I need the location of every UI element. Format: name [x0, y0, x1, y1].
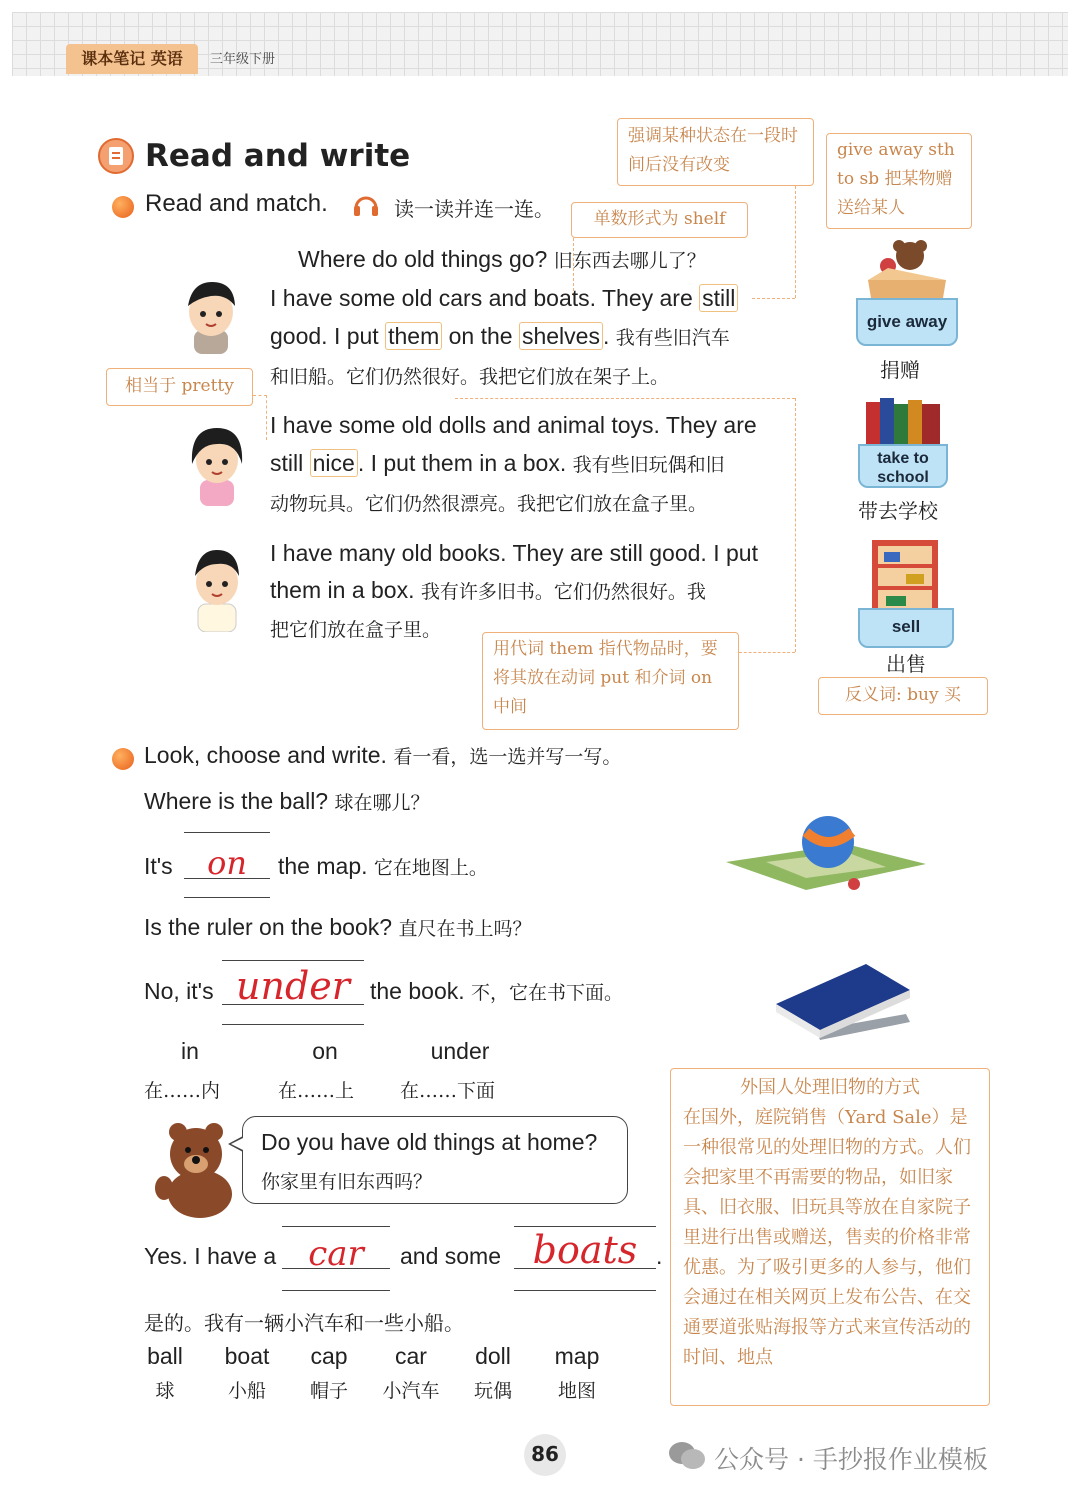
p1-text-c: on the: [442, 323, 519, 349]
books-picture: [858, 398, 952, 490]
section-icon: [98, 138, 134, 174]
task2-instruction-zh: 看一看，选一选并写一写。: [393, 746, 622, 768]
word-map-en: map: [554, 1343, 600, 1369]
book-tag: 课本笔记 英语: [66, 44, 198, 74]
q2-line-top: [222, 960, 364, 961]
word-car: [372, 1343, 450, 1403]
connector: [795, 186, 796, 298]
p3-zh2: 把它们放在盒子里。: [270, 619, 442, 641]
word-cap: [290, 1343, 368, 1403]
blank1-line-bottom: [282, 1268, 390, 1269]
note-shelves-text: 单数形式为 shelf: [593, 209, 726, 229]
p2-zh1: 我有些旧玩偶和旧: [572, 454, 725, 476]
give-away-label: give away: [856, 298, 958, 346]
q2-answer-post: [370, 978, 623, 1005]
q2-answer-pre: No, it's: [144, 978, 214, 1004]
q1-answer[interactable]: on: [207, 844, 247, 882]
connector: [266, 395, 267, 440]
q1-answer-post-en: the map.: [278, 853, 368, 879]
word-doll-zh: 玩偶: [473, 1380, 512, 1402]
connector: [795, 398, 796, 652]
choice-in: [150, 1038, 230, 1065]
q1-line-bottom: [184, 878, 270, 879]
p3-line2: [270, 577, 706, 604]
word-car-en: car: [395, 1343, 427, 1369]
headphones-icon: [352, 192, 380, 218]
q2-question-zh: 直尺在书上吗？: [398, 918, 532, 940]
word-them: them: [385, 322, 442, 350]
toy-box-picture: [858, 236, 956, 348]
dialog-answer2[interactable]: boats: [532, 1228, 638, 1272]
task1-instruction: Read and match.: [145, 190, 328, 217]
ruler-under-book-picture: [776, 960, 916, 1044]
note-still-text: 强调某种状态在一段时间后没有改变: [628, 126, 798, 175]
q2-line-bottom: [222, 1004, 364, 1005]
dialog-answer1[interactable]: car: [308, 1234, 364, 1274]
word-cap-en: cap: [310, 1343, 348, 1369]
section-title: Read and write: [145, 138, 411, 174]
connector: [739, 652, 795, 653]
speech-en: Do you have old things at home?: [261, 1129, 598, 1155]
q1-question-zh: 球在哪儿？: [334, 792, 430, 814]
word-doll: [454, 1343, 532, 1403]
q1-answer-zh: 它在地图上。: [373, 857, 488, 879]
connector: [752, 298, 795, 299]
p1-text-a: I have some old cars and boats. They are: [270, 285, 700, 311]
p1-zh2: 和旧船。它们仍然很好。我把它们放在架子上。: [270, 366, 670, 388]
speech-bubble: [242, 1116, 628, 1204]
word-ball-zh: 球: [155, 1380, 175, 1402]
blank2-line-bottom: [514, 1268, 656, 1269]
sell-label: sell: [858, 608, 954, 648]
reading-title-en: Where do old things go?: [298, 246, 548, 272]
sell-zh: 出售: [886, 652, 926, 676]
word-ball-en: ball: [147, 1343, 183, 1369]
choice-in-en: in: [181, 1038, 199, 1064]
word-nice: nice: [310, 449, 358, 477]
shelf-picture: [858, 534, 952, 646]
word-boat-zh: 小船: [227, 1380, 266, 1402]
note-give-away-text: give away sth to sb 把某物赠送给某人: [837, 140, 955, 218]
wechat-icon: [668, 1440, 706, 1472]
girl-avatar: [184, 420, 250, 506]
note-shelves: [571, 202, 748, 238]
task1-instruction-zh: 读一读并连一连。: [394, 197, 554, 221]
speech-zh: 你家里有旧东西吗？: [261, 1171, 433, 1193]
take-to-school-zh: 带去学校: [858, 499, 938, 523]
note-sell-text: 反义词: buy 买: [845, 685, 961, 705]
q2-answer-post-en: the book.: [370, 978, 465, 1004]
dialog-answer-zh: 是的。我有一辆小汽车和一些小船。: [144, 1311, 464, 1335]
reading-title-zh: 旧东西去哪儿了？: [553, 250, 706, 272]
choice-under: [410, 1038, 510, 1065]
q1-line-top: [184, 832, 270, 833]
task2-bullet: [112, 748, 134, 770]
word-map-zh: 地图: [557, 1380, 596, 1402]
q2-answer-zh: 不，它在书下面。: [471, 982, 624, 1004]
p3-zh1: 我有许多旧书。它们仍然很好。我: [420, 581, 706, 603]
q2-question: [144, 914, 531, 941]
q1-answer-post: [278, 853, 488, 880]
word-boat: [208, 1343, 286, 1403]
dialog-answer-pre: Yes. I have a: [144, 1243, 277, 1269]
q2-answer[interactable]: under: [236, 964, 350, 1008]
choice-in-zh: 在……内: [144, 1080, 221, 1102]
connector: [253, 395, 267, 396]
choice-under-zh: 在……下面: [400, 1080, 496, 1102]
choice-under-en: under: [430, 1038, 490, 1064]
note-nice-text: 相当于 pretty: [125, 376, 234, 396]
reading-title: [298, 246, 706, 273]
q1-question-en: Where is the ball?: [144, 788, 329, 814]
p3-line1: I have many old books. They are still good. I put: [270, 540, 758, 566]
bear-picture: [150, 1118, 244, 1218]
blank2-line-top: [514, 1226, 656, 1227]
watermark-text: 公众号 · 手抄报作业模板: [714, 1445, 988, 1474]
q2-question-en: Is the ruler on the book?: [144, 914, 393, 940]
p2-zh2: 动物玩具。它们仍然很漂亮。我把它们放在盒子里。: [270, 493, 708, 515]
p1-line1: [270, 285, 738, 312]
blank1-line-base: [282, 1290, 390, 1291]
grade-label: 三年级下册: [210, 52, 276, 67]
page-number: 86: [531, 1442, 559, 1466]
word-car-zh: 小汽车: [382, 1380, 440, 1402]
word-still: still: [699, 284, 738, 312]
word-shelves: shelves: [519, 322, 603, 350]
task2-instruction-en: Look, choose and write.: [144, 742, 387, 768]
boy-avatar-1: [178, 276, 244, 354]
q1-question: [144, 788, 430, 815]
task1-bullet: [112, 196, 134, 218]
word-ball: [126, 1343, 204, 1403]
word-doll-en: doll: [475, 1343, 511, 1369]
word-bank: [126, 1343, 626, 1413]
p1-text-b: good. I put: [270, 323, 386, 349]
word-map: [538, 1343, 616, 1403]
q2-line-base: [222, 1024, 364, 1025]
p2-text-c: . I put them in a box.: [357, 450, 573, 476]
q1-line-base: [184, 897, 270, 898]
p1-zh1: 我有些旧汽车: [615, 327, 730, 349]
boy-avatar-2: [184, 544, 250, 632]
note-give-away: [826, 133, 972, 229]
p2-text-b: still: [270, 450, 310, 476]
note-still: [617, 118, 814, 186]
culture-note: [670, 1068, 990, 1406]
p1-text-d: .: [602, 323, 616, 349]
p1-line2: [270, 323, 730, 350]
choice-on: [285, 1038, 365, 1065]
blank1-line-top: [282, 1226, 390, 1227]
p2-line1: I have some old dolls and animal toys. They are: [270, 412, 757, 438]
choice-on-en: on: [312, 1038, 338, 1064]
blank2-line-base: [514, 1290, 656, 1291]
note-them-text: 用代词 them 指代物品时，要将其放在动词 put 和介词 on 中间: [493, 639, 718, 717]
p3-text-b: them in a box.: [270, 577, 421, 603]
note-nice: [106, 368, 253, 406]
culture-note-body: 在国外，庭院销售（Yard Sale）是一种很常见的处理旧物的方式。人们会把家里不再需要的物品，如旧家具、旧衣服、旧玩具等放在自家院子里进行出售或赠送，售卖的价格非常优惠。为了吸引更多的人参与，他们会通过在相关网页上发布公告、在交通要道张贴海报等方式来宣传活动的时间、地点: [683, 1107, 971, 1368]
ball-on-map-picture: [726, 812, 926, 898]
culture-note-title: 外国人处理旧物的方式: [740, 1077, 920, 1098]
speech-bubble-tail-fill: [231, 1138, 243, 1150]
note-sell: [818, 677, 988, 715]
word-cap-zh: 帽子: [309, 1380, 348, 1402]
connector: [455, 398, 795, 399]
take-to-school-label: take to school: [858, 444, 948, 488]
task2-instruction: [144, 742, 621, 769]
dialog-answer-end: .: [656, 1243, 663, 1269]
word-boat-en: boat: [224, 1343, 270, 1369]
choice-on-zh: 在……上: [278, 1080, 355, 1102]
dialog-answer-mid: and some: [400, 1243, 502, 1269]
q1-answer-pre: It's: [144, 853, 173, 879]
give-away-zh: 捐赠: [880, 358, 920, 382]
note-them: [482, 632, 739, 730]
p2-line2: [270, 450, 725, 477]
